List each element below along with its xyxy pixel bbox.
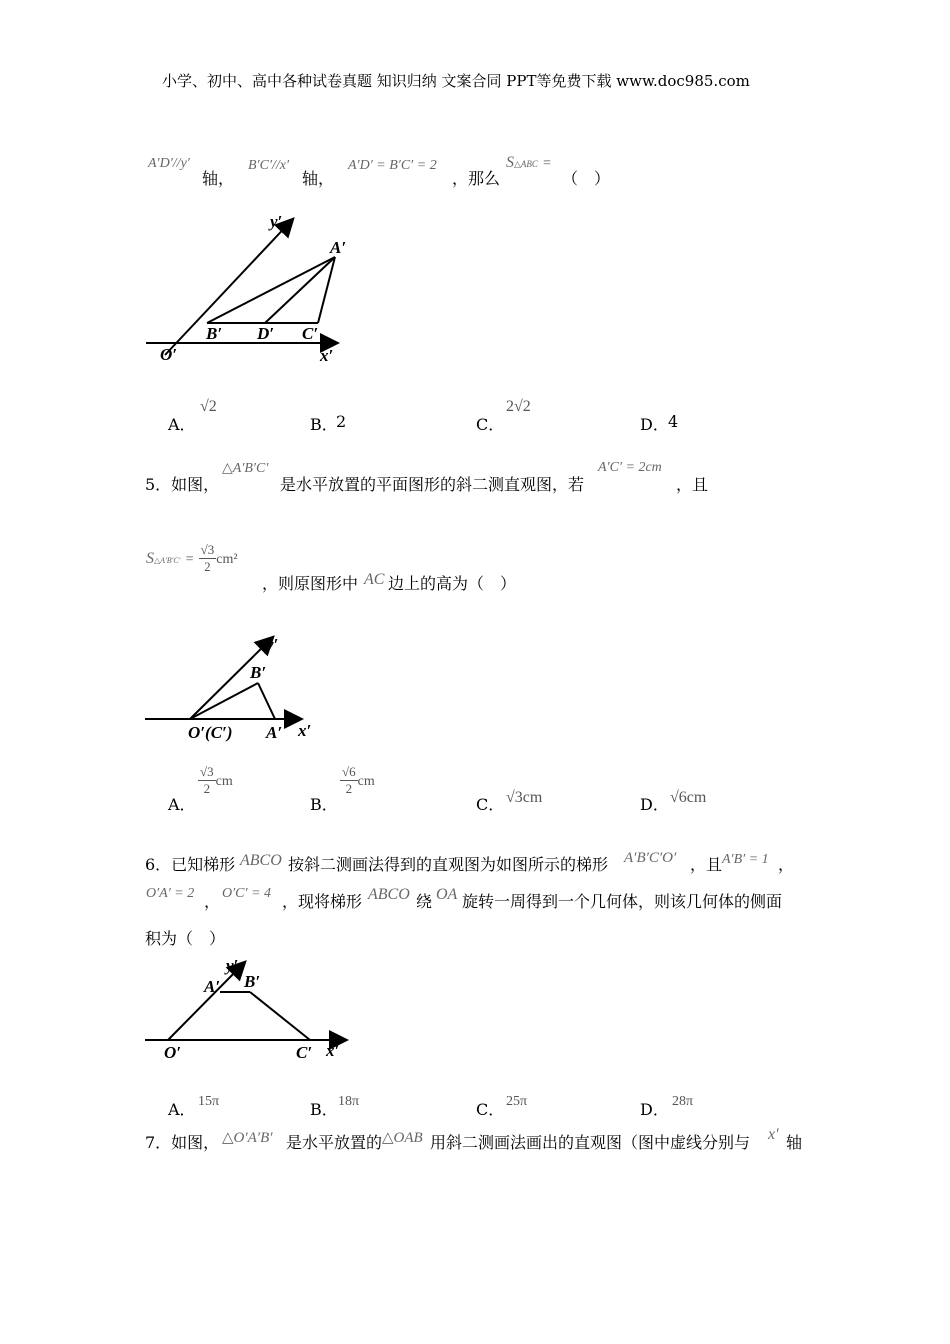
q5-option-d-label: D． xyxy=(640,795,669,814)
q5-a-num: √3 xyxy=(200,764,214,779)
q4-label-c: C′ xyxy=(302,324,319,343)
q6-oa: O′A′ = 2 xyxy=(146,886,195,901)
q5-fraction xyxy=(199,542,217,575)
q5-option-b-value xyxy=(340,764,375,797)
q7-number: 7．如图， xyxy=(145,1133,220,1152)
q4-option-b-value: 2 xyxy=(336,412,347,431)
q7-x-axis: x′ xyxy=(768,1126,779,1143)
q7-text3: 轴 xyxy=(786,1133,803,1152)
q6-text6: 绕 xyxy=(416,892,433,911)
q6-option-b-value: 18π xyxy=(338,1094,360,1109)
q6-text2: ，且 xyxy=(690,855,723,874)
page-header: 小学、初中、高中各种试卷真题 知识归纳 文案合同 PPT等免费下载 www.doc985.com xyxy=(162,72,750,90)
q5-number: 5．如图， xyxy=(145,475,220,494)
q5-option-b-label: B． xyxy=(310,795,338,814)
q6-label-x: x′ xyxy=(326,1041,340,1060)
q4-label-b: B′ xyxy=(206,324,223,343)
q6-option-c-value: 25π xyxy=(506,1094,528,1109)
q5-a-unit: cm xyxy=(215,774,233,789)
q6-oa2: OA xyxy=(436,886,458,903)
q4-text3: ，那么 xyxy=(452,169,501,188)
q5-s-label: S xyxy=(146,550,154,567)
q6-label-o: O′ xyxy=(164,1043,182,1062)
q5-text1: 是水平放置的平面图形的斜二测直观图，若 xyxy=(280,475,585,494)
q6-label-c: C′ xyxy=(296,1043,313,1062)
q4-text2: 轴， xyxy=(302,169,335,188)
q6-text1: 按斜二测画法得到的直观图为如图所示的梯形 xyxy=(288,855,609,874)
q5-label-y: y′ xyxy=(266,635,279,654)
q5-text4: 边上的高为（ ） xyxy=(388,574,517,593)
q7-triangle2: △OAB xyxy=(382,1130,423,1146)
q5-unit: cm² xyxy=(216,552,238,567)
q5-s-eq: = xyxy=(185,552,194,567)
q6-label-b: B′ xyxy=(244,972,261,991)
q6-text8: 积为（ ） xyxy=(145,929,226,948)
q5-label-o: O′(C′) xyxy=(188,723,233,742)
q4-label-a: A′ xyxy=(330,238,347,257)
q5-a-den: 2 xyxy=(203,781,211,796)
q5-frac-num: √3 xyxy=(200,542,215,557)
q6-option-b-label: B． xyxy=(310,1100,338,1119)
q4-edge-ad xyxy=(265,257,335,323)
q6-figure xyxy=(140,955,360,1065)
q5-edge-cb xyxy=(190,683,258,719)
q5-option-a-label: A． xyxy=(168,795,196,814)
q5-label-b: B′ xyxy=(250,663,267,682)
q5-edge-ba xyxy=(258,683,275,719)
q6-abco3: ABCO xyxy=(368,886,410,903)
q5-label-x: x′ xyxy=(298,721,312,740)
q4-option-a-label: A． xyxy=(168,415,196,434)
q4-s-eq: = xyxy=(543,156,551,171)
q4-cond1: A′D′//y′ xyxy=(148,156,190,171)
q6-edge-bc xyxy=(250,992,310,1040)
q5-area xyxy=(146,542,238,575)
q5-option-d-value: √6cm xyxy=(670,789,707,806)
q6-abco: ABCO xyxy=(240,852,282,869)
q4-edge-ac xyxy=(318,257,335,323)
q5-option-a-value xyxy=(198,764,233,797)
q4-label-y: y′ xyxy=(270,212,283,231)
q6-text5: ，现将梯形 xyxy=(282,892,363,911)
q6-option-c-label: C． xyxy=(476,1100,505,1119)
q4-paren: （ ） xyxy=(562,169,611,188)
q4-cond3: A′D′ = B′C′ = 2 xyxy=(348,158,437,173)
q7-text1: 是水平放置的 xyxy=(286,1133,383,1152)
q5-triangle: △A′B′C′ xyxy=(222,461,269,476)
q5-option-c-value: √3cm xyxy=(506,789,543,806)
q5-b-num: √6 xyxy=(342,764,356,779)
q5-label-a: A′ xyxy=(266,723,283,742)
q6-abco2: A′B′C′O′ xyxy=(624,850,677,866)
q4-option-d-label: D． xyxy=(640,415,669,434)
q4-option-d-value: 4 xyxy=(668,412,679,431)
q4-text1: 轴， xyxy=(202,169,235,188)
q7-text2: 用斜二测画法画出的直观图（图中虚线分别与 xyxy=(430,1133,751,1152)
q4-area xyxy=(506,152,551,172)
q5-text3: ，则原图形中 xyxy=(262,574,359,593)
q5-ac: AC xyxy=(364,571,385,588)
q6-text4: ， xyxy=(204,892,221,911)
q5-ac-length: A′C′ = 2cm xyxy=(598,460,662,475)
q6-option-a-value: 15π xyxy=(198,1094,220,1109)
q4-label-x: x′ xyxy=(320,346,334,365)
q4-option-c-label: C． xyxy=(476,415,505,434)
q5-figure xyxy=(140,630,330,750)
q5-frac-den: 2 xyxy=(204,559,211,574)
q4-option-b-label: B． xyxy=(310,415,338,434)
q6-number: 6．已知梯形 xyxy=(145,855,236,874)
q6-oc: O′C′ = 4 xyxy=(222,886,272,901)
q6-label-a: A′ xyxy=(204,977,221,996)
q7-triangle: △O′A′B′ xyxy=(222,1130,273,1146)
q6-ab: A′B′ = 1 xyxy=(722,852,769,867)
q5-b-den: 2 xyxy=(345,781,353,796)
q5-b-unit: cm xyxy=(357,774,375,789)
q4-option-a-value: √2 xyxy=(200,398,217,415)
q4-s-sub: △ABC xyxy=(514,159,538,169)
q6-option-d-label: D． xyxy=(640,1100,669,1119)
q6-text7: 旋转一周得到一个几何体，则该几何体的侧面 xyxy=(462,892,783,911)
q4-label-o: O′ xyxy=(160,345,178,364)
q6-label-y: y′ xyxy=(226,956,239,975)
q4-cond2: B′C′//x′ xyxy=(248,158,290,173)
q5-option-c-label: C． xyxy=(476,795,505,814)
q6-option-a-label: A． xyxy=(168,1100,196,1119)
q5-s-sub: △A′B′C′ xyxy=(154,556,181,565)
q4-label-d: D′ xyxy=(257,324,275,343)
q4-s-label: S xyxy=(506,154,514,171)
q5-text2: ，且 xyxy=(676,475,709,494)
q6-option-d-value: 28π xyxy=(672,1094,694,1109)
q6-text3: ， xyxy=(778,855,795,874)
q4-figure xyxy=(140,205,360,365)
q4-option-c-value: 2√2 xyxy=(506,398,531,415)
